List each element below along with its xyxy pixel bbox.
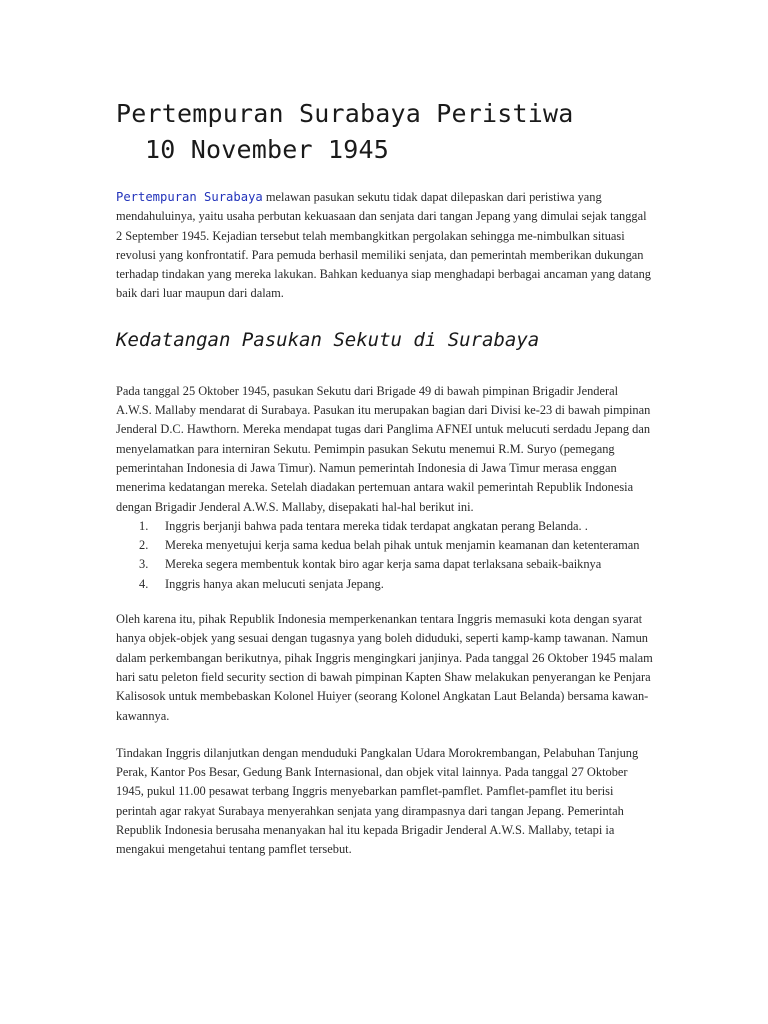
intro-text: melawan pasukan sekutu tidak dapat dilepaskan dari peristiwa yang mendahuluinya, yaitu usaha perbutan kekuasaan dan senjata dari tangan Jepang yang dimulai sejak tanggal 2 September 1945. Kejadian tersebut telah membangkitkan pergolakan sehingga me-nimbulkan situasi revolusi yang konfrontatif. Para pemuda berhasil memiliki senjata, dan pemerintah memberikan dukungan terhadap tindakan yang mereka lakukan. Bahkan keduanya siap menghadapi berbagai ancaman yang datang baik dari luar maupun dari dalam. — [116, 190, 651, 301]
list-item-text: Inggris berjanji bahwa pada tentara mereka tidak terdapat angkatan perang Belanda. . — [165, 518, 588, 533]
list-item-number: 1. — [139, 518, 149, 533]
section-heading: Kedatangan Pasukan Sekutu di Surabaya — [116, 328, 540, 351]
page-title — [116, 96, 654, 168]
list-item-number: 2. — [139, 538, 149, 553]
list-item — [116, 517, 654, 536]
list-item — [116, 536, 654, 555]
list-item — [116, 575, 654, 594]
section-paragraph-2: Oleh karena itu, pihak Republik Indonesia memperkenankan tentara Inggris memasuki kota dengan syarat hanya objek-objek yang sesuai dengan tugasnya yang boleh diduduki, seperti kamp-kamp tawanan. Namun dalam perkembangan berikutnya, pihak Inggris mengingkari janjinya. Pada tanggal 26 Oktober 1945 malam hari satu peleton field security section di bawah pimpinan Kapten Shaw melakukan penyerangan ke Penjara Kalisosok untuk membebaskan Kolonel Huiyer (seorang Kolonel Angkatan Laut Belanda) bersama kawan-kawannya. — [116, 612, 653, 723]
agreement-list — [116, 517, 654, 594]
list-item — [116, 555, 654, 574]
section-paragraph-3: Tindakan Inggris dilanjutkan dengan menduduki Pangkalan Udara Morokrembangan, Pelabuhan Tanjung Perak, Kantor Pos Besar, Gedung Bank Internasional, dan objek vital lainnya. Pada tanggal 27 Oktober 1945, pukul 11.00 pesawat terbang Inggris menyebarkan pamflet-pamflet. Pamflet-pamflet itu berisi perintah agar rakyat Surabaya menyerahkan senjata yang dirampasnya dari tangan Jepang. Pemerintah Republik Indonesia berusaha menanyakan hal itu kepada Brigadir Jenderal A.W.S. Mallaby, tetapi ia mengakui mengetahui tentang pamflet tersebut. — [116, 745, 639, 857]
pertempuran-surabaya-link[interactable]: Pertempuran Surabaya — [116, 190, 263, 204]
title-line-1: Pertempuran Surabaya Peristiwa — [116, 99, 574, 128]
intro-paragraph — [116, 188, 654, 304]
document-page — [116, 96, 654, 860]
section-paragraph-1: Pada tanggal 25 Oktober 1945, pasukan Sekutu dari Brigade 49 di bawah pimpinan Brigadir Jenderal A.W.S. Mallaby mendarat di Surabaya. Pasukan itu merupakan bagian dari Divisi ke-23 di bawah pimpinan Jenderal D.C. Hawthorn. Mereka mendapat tugas dari Panglima AFNEI untuk melucuti serdadu Jepang dan menyelamatkan para interniran Sekutu. Pemimpin pasukan Sekutu menemui R.M. Suryo (pemegang pemerintahan Indonesia di Jawa Timur). Namun pemerintah Indonesia di Jawa Timur merasa enggan menerima kedatangan mereka. Setelah diadakan pertemuan antara wakil pemerintah Republik Indonesia dengan Brigadir Jenderal A.W.S. Mallaby, disepakati hal-hal berikut ini. — [116, 383, 651, 514]
list-item-text: Mereka menyetujui kerja sama kedua belah pihak untuk menjamin keamanan dan ketenteraman — [165, 538, 640, 553]
list-item-text: Inggris hanya akan melucuti senjata Jepang. — [165, 576, 384, 591]
list-item-number: 3. — [139, 557, 149, 572]
list-item-number: 4. — [139, 576, 149, 591]
title-line-2: 10 November 1945 — [145, 135, 390, 164]
list-item-text: Mereka segera membentuk kontak biro agar kerja sama dapat terlaksana sebaik-baiknya — [165, 557, 602, 572]
